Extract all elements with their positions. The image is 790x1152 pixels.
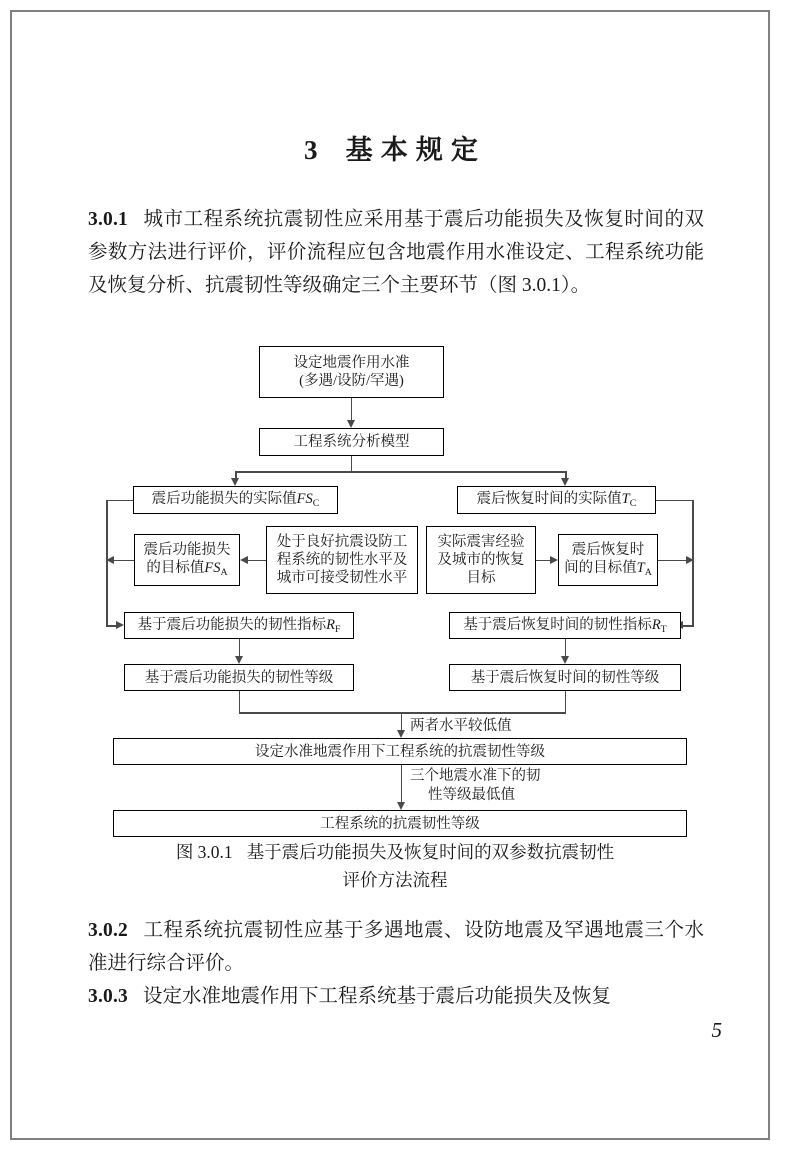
edge-rt-to-gradet [565,639,567,656]
node-resilience-grade-recovery-time: 基于震后恢复时间的韧性等级 [449,664,681,691]
var-r-f-sub: F [334,623,341,635]
arrowhead-setlevel-to-system [397,802,405,810]
clause-paragraph-303 [88,980,704,1013]
clause-text-303: 设定水准地震作用下工程系统基于震后功能损失及恢复 [142,986,611,1007]
node-good-line2: 程系统的韧性水平及 [276,552,408,568]
edge-bus-to-fsc [235,471,237,478]
edge-rf-to-gradef [239,639,241,656]
node-actual-damage-experience [426,526,536,594]
node-exp-line1: 实际震害经验 [437,534,525,550]
node-good-line3: 城市可接受韧性水平 [276,570,408,586]
edge-fsc-left [106,500,134,502]
arrowhead-ta-right-out [686,556,694,564]
node-resilience-index-recovery-time [449,612,681,639]
arrowhead-fsa-left-out [106,556,114,564]
clause-paragraph-301 [88,203,704,302]
edge-bus-to-tc [565,471,567,478]
node-actual-recovery-time [457,486,656,514]
page-title [0,128,790,167]
chapter-title: 基本规定 [345,135,487,165]
edge-ta-right-out [658,560,686,562]
figure-3-0-1 [0,340,790,840]
edge-model-bus [235,471,566,473]
node-target-recovery-time-line1: 震后恢复时 [571,542,645,558]
node-resilience-index-function-loss [124,612,354,639]
figure-caption-number: 图 3.0.1 [175,842,233,862]
arrowhead-merge-to-setlevel [397,730,405,738]
edge-label-lower-of-two: 两者水平较低值 [410,718,512,734]
var-r-f: R [326,616,335,633]
node-good-fortification-level [266,526,418,594]
edge-model-down [351,456,353,472]
var-t-target-sub: A [644,567,652,579]
var-fs: FS [296,491,313,507]
edge-merge-to-setlevel [401,712,403,730]
var-t-target: T [636,560,645,576]
node-rf-label: 基于震后功能损失的韧性指标 [137,616,327,633]
clause-number-303: 3.0.3 [88,986,128,1007]
clause-text-301: 城市工程系统抗震韧性应采用基于震后功能损失及恢复时间的双参数方法进行评价，评价流程应包含地震作用水准设定、工程系统功能及恢复分析、抗震韧性等级确定三个主要环节（图 3.0.1）。 [88,209,704,296]
node-good-line1: 处于良好抗震设防工 [276,534,408,550]
edge-good-to-fsa [248,560,266,562]
edge-left-rail-to-rf [106,625,116,627]
edge-label-min-of-three-line2: 性等级最低值 [428,787,515,803]
var-t: T [621,491,630,507]
node-resilience-grade-function-loss: 基于震后功能损失的韧性等级 [124,664,354,691]
flowchart-diagram [100,340,700,830]
clause-number-302: 3.0.2 [88,920,128,941]
arrowhead-bus-to-fsc [231,478,239,486]
node-actual-function-loss-label: 震后功能损失的实际值 [151,491,297,507]
edge-tc-right [656,500,694,502]
figure-caption-line2: 评价方法流程 [342,870,448,890]
node-target-function-loss [134,534,240,586]
arrowhead-rt-to-gradet [561,656,569,664]
figure-caption [0,838,790,894]
node-actual-function-loss [133,486,338,514]
var-fs-target-sub: A [220,567,228,579]
edge-right-rail-to-rt [683,625,694,627]
page-number: 5 [711,1018,722,1042]
var-fs-target: FS [204,560,221,576]
edge-level-to-model [351,398,353,420]
arrowhead-bus-to-tc [561,478,569,486]
node-set-level-resilience-grade: 设定水准地震作用下工程系统的抗震韧性等级 [113,738,687,765]
edge-grades-merge-bus [239,712,567,714]
edge-setlevel-to-system [401,765,403,802]
node-exp-line3: 目标 [466,570,496,586]
node-target-recovery-time-line2: 间的目标值 [564,560,637,576]
edge-exp-to-ta [536,560,550,562]
var-r-t-sub: T [660,623,667,635]
clause-number-301: 3.0.1 [88,209,128,230]
arrowhead-good-to-fsa [240,556,248,564]
chapter-number: 3 [303,135,320,165]
edge-gradet-down [565,691,567,713]
node-system-analysis-model: 工程系统分析模型 [259,428,444,456]
arrowhead-level-to-model [347,420,355,428]
arrowhead-exp-to-ta [550,556,558,564]
arrowhead-left-rail-to-rf [116,621,124,629]
figure-caption-line1: 基于震后功能损失及恢复时间的双参数抗震韧性 [246,842,615,862]
node-target-function-loss-line1: 震后功能损失 [143,542,231,558]
node-actual-recovery-time-label: 震后恢复时间的实际值 [476,491,622,507]
node-seismic-level-line1: 设定地震作用水准 [293,355,410,371]
node-rt-label: 基于震后恢复时间的韧性指标 [463,616,652,633]
node-target-recovery-time [558,534,658,586]
edge-gradef-down [239,691,241,713]
arrowhead-rf-to-gradef [235,656,243,664]
node-system-resilience-grade: 工程系统的抗震韧性等级 [113,810,687,837]
node-target-function-loss-line2: 的目标值 [146,560,205,576]
node-seismic-level [259,346,444,398]
var-r-t: R [651,616,661,633]
node-seismic-level-line2: (多遇/设防/罕遇) [299,373,404,389]
clause-text-302: 工程系统抗震韧性应基于多遇地震、设防地震及罕遇地震三个水准进行综合评价。 [88,920,704,974]
node-exp-line2: 及城市的恢复 [437,552,525,568]
var-fs-sub: C [312,498,320,510]
edge-label-min-of-three-line1: 三个地震水准下的韧 [410,768,541,784]
clause-paragraph-302 [88,914,704,980]
var-t-sub: C [629,498,637,510]
